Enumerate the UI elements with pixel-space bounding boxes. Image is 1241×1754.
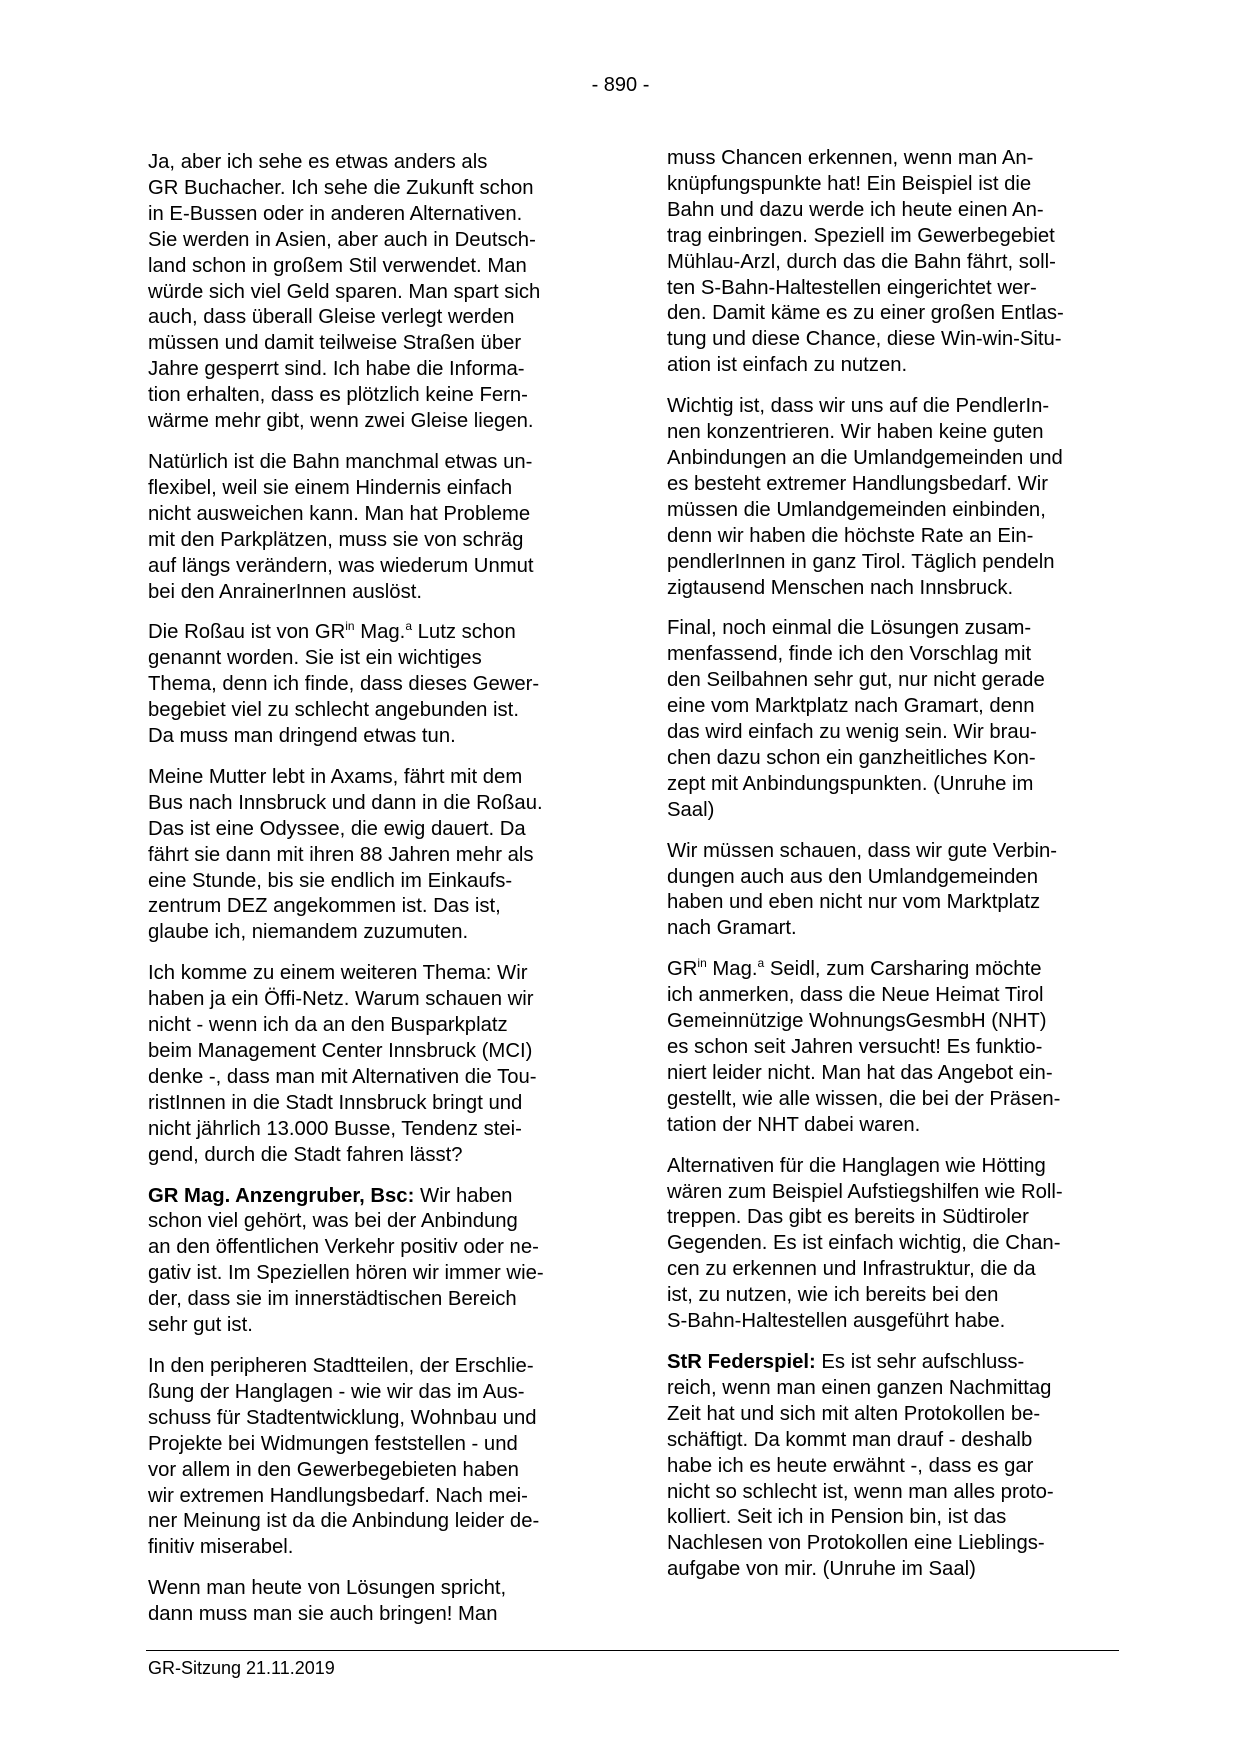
text-line: wärme mehr gibt, wenn zwei Gleise liegen. [148, 410, 534, 433]
text-line: aufgabe von mir. (Unruhe im Saal) [667, 1558, 976, 1581]
right-column [667, 146, 1115, 1598]
text-line: Meine Mutter lebt in Axams, fährt mit dem [148, 765, 523, 788]
text-line: $GR^{in}$ Mag.$^a$ Seidl, zum Carsharing möchte [667, 956, 1042, 981]
text-line: der, dass sie im innerstädtischen Bereich [148, 1288, 517, 1311]
text-line: bei den AnrainerInnen auslöst. [148, 580, 422, 603]
text-line: nicht ausweichen kann. Man hat Probleme [148, 502, 531, 525]
text-line: nicht jährlich 13.000 Busse, Tendenz stei- [148, 1117, 522, 1140]
text-line: habe ich es heute erwähnt -, dass es gar [667, 1454, 1034, 1477]
text-line: denke -, dass man mit Alternativen die Tou- [148, 1065, 537, 1088]
text-line: Da muss man dringend etwas tun. [148, 725, 456, 748]
text-line: schon viel gehört, was bei der Anbindung [148, 1210, 518, 1233]
text-line: ten S-Bahn-Haltestellen eingerichtet wer- [667, 276, 1037, 299]
text-line: wir extremen Handlungsbedarf. Nach mei- [148, 1484, 528, 1507]
text-line: ist, zu nutzen, wie ich bereits bei den [667, 1284, 999, 1307]
text-line: nach Gramart. [667, 917, 797, 940]
text-line: auch, dass überall Gleise verlegt werden [148, 306, 515, 329]
text-line: sehr gut ist. [148, 1314, 253, 1337]
paragraph [667, 146, 1115, 379]
text-line: menfassend, finde ich den Vorschlag mit [667, 643, 1032, 666]
text-line: tation der NHT dabei waren. [667, 1113, 921, 1136]
text-line: In den peripheren Stadtteilen, der Erschlie- [148, 1354, 534, 1377]
text-line: flexibel, weil sie einem Hindernis einfach [148, 476, 513, 499]
text-line: finitiv miserabel. [148, 1536, 294, 1559]
superscript: a [757, 956, 765, 971]
text-line: dann muss man sie auch bringen! Man [148, 1603, 498, 1626]
text-line: müssen und damit teilweise Straßen über [148, 332, 522, 355]
paragraph [667, 1350, 1115, 1583]
text-line: Bus nach Innsbruck und dann in die Roßau. [148, 791, 543, 814]
text-line: GR Buchacher. Ich sehe die Zukunft schon [148, 176, 534, 199]
text-line: glaube ich, niemandem zuzumuten. [148, 921, 469, 944]
text-line: müssen die Umlandgemeinden einbinden, [667, 498, 1046, 521]
text-line: Wenn man heute von Lösungen spricht, [148, 1577, 507, 1600]
footer-divider [146, 1650, 1119, 1651]
paragraph [667, 957, 1115, 1138]
paragraph [667, 1154, 1115, 1335]
text-line: Natürlich ist die Bahn manchmal etwas un- [148, 450, 533, 473]
text-line: Die Roßau ist von $GR^{in}$ Mag.$^a$ Lutz schon [148, 619, 516, 644]
text-line: pendlerInnen in ganz Tirol. Täglich pendeln [667, 550, 1055, 573]
text-line: gativ ist. Im Speziellen hören wir immer wie- [148, 1262, 544, 1285]
text-line: ßung der Hanglagen - wie wir das im Aus- [148, 1380, 525, 1403]
text-line: S-Bahn-Haltestellen ausgeführt habe. [667, 1310, 1006, 1333]
paragraph [148, 1184, 596, 1339]
text-line: treppen. Das gibt es bereits in Südtiroler [667, 1206, 1029, 1229]
text-line: Saal) [667, 798, 715, 821]
text-line: Wir müssen schauen, dass wir gute Verbin- [667, 839, 1058, 862]
paragraph [148, 765, 596, 946]
paragraph [148, 1576, 596, 1628]
text-line: tion erhalten, dass es plötzlich keine Fern- [148, 384, 528, 407]
text-line: Sie werden in Asien, aber auch in Deutsch- [148, 228, 536, 251]
text-line: schäftigt. Da kommt man drauf - deshalb [667, 1428, 1033, 1451]
text-line: kolliert. Seit ich in Pension bin, ist das [667, 1506, 1007, 1529]
paragraph [667, 616, 1115, 823]
text-line: niert leider nicht. Man hat das Angebot ein- [667, 1061, 1053, 1084]
text-line: nen konzentrieren. Wir haben keine guten [667, 421, 1044, 444]
text-line: denn wir haben die höchste Rate an Ein- [667, 524, 1034, 547]
text-line: begebiet viel zu schlecht angebunden ist. [148, 699, 519, 722]
text-line: auf längs verändern, was wiederum Unmut [148, 554, 534, 577]
text-line: nicht so schlecht ist, wenn man alles proto- [667, 1480, 1054, 1503]
text-line: Nachlesen von Protokollen eine Lieblings- [667, 1532, 1045, 1555]
paragraph [148, 620, 596, 750]
text-line: Mühlau-Arzl, durch das die Bahn fährt, soll- [667, 250, 1056, 273]
page-number: - 890 - [591, 74, 650, 96]
text-line: Ja, aber ich sehe es etwas anders als [148, 151, 488, 173]
text-line: den Seilbahnen sehr gut, nur nicht gerade [667, 669, 1045, 692]
text-line: Bahn und dazu werde ich heute einen An- [667, 198, 1044, 221]
text-line: Zeit hat und sich mit alten Protokollen be- [667, 1402, 1041, 1425]
text-line: Wichtig ist, dass wir uns auf die PendlerIn- [667, 395, 1050, 418]
text-line: beim Management Center Innsbruck (MCI) [148, 1040, 533, 1062]
text-line: mit den Parkplätzen, muss sie von schräg [148, 528, 524, 551]
text-line: Gegenden. Es ist einfach wichtig, die Chan- [667, 1232, 1061, 1255]
paragraph [148, 1354, 596, 1561]
text-line: ristInnen in die Stadt Innsbruck bringt und [148, 1091, 523, 1114]
paragraph [667, 394, 1115, 601]
text-line: Thema, denn ich finde, dass dieses Gewer- [148, 673, 540, 696]
paragraph [148, 961, 596, 1168]
text-line: zentrum DEZ angekommen ist. Das ist, [148, 895, 501, 918]
text-line: genannt worden. Sie ist ein wichtiges [148, 647, 482, 670]
speaker-name: GR Mag. Anzengruber, Bsc: [148, 1184, 415, 1207]
text-line: ner Meinung ist da die Anbindung leider de- [148, 1510, 540, 1533]
text-line: in E-Bussen oder in anderen Alternativen. [148, 202, 523, 225]
text-line: es schon seit Jahren versucht! Es funktio- [667, 1036, 1043, 1058]
text-line: GR Mag. Anzengruber, Bsc: Wir haben [148, 1184, 513, 1207]
text-line: chen dazu schon ein ganzheitliches Kon- [667, 746, 1036, 769]
paragraph [667, 839, 1115, 943]
text-line: zigtausend Menschen nach Innsbruck. [667, 576, 1014, 599]
text-line: fährt sie dann mit ihren 88 Jahren mehr als [148, 843, 534, 866]
text-line: an den öffentlichen Verkehr positiv oder ne- [148, 1236, 539, 1259]
text-line: muss Chancen erkennen, wenn man An- [667, 147, 1034, 169]
left-column [148, 150, 596, 1643]
text-line: ich anmerken, dass die Neue Heimat Tirol [667, 984, 1044, 1007]
text-line: ation ist einfach zu nutzen. [667, 354, 908, 377]
text-line: tung und diese Chance, diese Win-win-Situ- [667, 328, 1062, 351]
text-line: den. Damit käme es zu einer großen Entlas- [667, 302, 1064, 325]
text-line: wären zum Beispiel Aufstiegshilfen wie Roll- [667, 1180, 1063, 1203]
text-line: Jahre gesperrt sind. Ich habe die Informa- [148, 358, 525, 381]
text-line: haben ja ein Öffi-Netz. Warum schauen wir [148, 988, 534, 1011]
text-line: Projekte bei Widmungen feststellen - und [148, 1432, 518, 1455]
text-line: vor allem in den Gewerbegebieten haben [148, 1458, 519, 1481]
superscript: a [405, 619, 413, 634]
text-line: eine vom Marktplatz nach Gramart, denn [667, 695, 1035, 718]
superscript: in [697, 956, 707, 971]
text-line: dungen auch aus den Umlandgemeinden [667, 865, 1038, 888]
speaker-name: StR Federspiel: [667, 1350, 816, 1373]
text-line: zept mit Anbindungspunkten. (Unruhe im [667, 772, 1034, 795]
text-line: das wird einfach zu wenig sein. Wir brau- [667, 721, 1037, 744]
text-line: Das ist eine Odyssee, die ewig dauert. Da [148, 817, 526, 840]
text-line: würde sich viel Geld sparen. Man spart sich [148, 280, 541, 303]
text-line: Ich komme zu einem weiteren Thema: Wir [148, 962, 528, 985]
paragraph [148, 150, 596, 435]
text-line: StR Federspiel: Es ist sehr aufschluss- [667, 1350, 1025, 1373]
text-line: Anbindungen an die Umlandgemeinden und [667, 446, 1063, 469]
text-line: Gemeinnützige WohnungsGesmbH (NHT) [667, 1010, 1047, 1033]
text-line: cen zu erkennen und Infrastruktur, die da [667, 1258, 1036, 1281]
text-line: gestellt, wie alle wissen, die bei der Präsen- [667, 1087, 1061, 1110]
text-line: schuss für Stadtentwicklung, Wohnbau und [148, 1406, 537, 1429]
footer-session-date: GR-Sitzung 21.11.2019 [148, 1658, 335, 1678]
text-line: es besteht extremer Handlungsbedarf. Wir [667, 472, 1049, 495]
text-line: reich, wenn man einen ganzen Nachmittag [667, 1376, 1052, 1399]
text-line: trag einbringen. Speziell im Gewerbegebiet [667, 224, 1055, 247]
text-line: eine Stunde, bis sie endlich im Einkaufs- [148, 869, 513, 892]
text-line: Final, noch einmal die Lösungen zusam- [667, 617, 1032, 640]
text-line: knüpfungspunkte hat! Ein Beispiel ist die [667, 172, 1032, 195]
paragraph [148, 450, 596, 605]
text-line: Alternativen für die Hanglagen wie Hötting [667, 1154, 1046, 1177]
text-line: land schon in großem Stil verwendet. Man [148, 254, 527, 277]
text-line: nicht - wenn ich da an den Busparkplatz [148, 1014, 508, 1037]
text-line: haben und eben nicht nur vom Marktplatz [667, 891, 1041, 914]
superscript: in [345, 619, 355, 634]
text-line: gend, durch die Stadt fahren lässt? [148, 1143, 463, 1166]
